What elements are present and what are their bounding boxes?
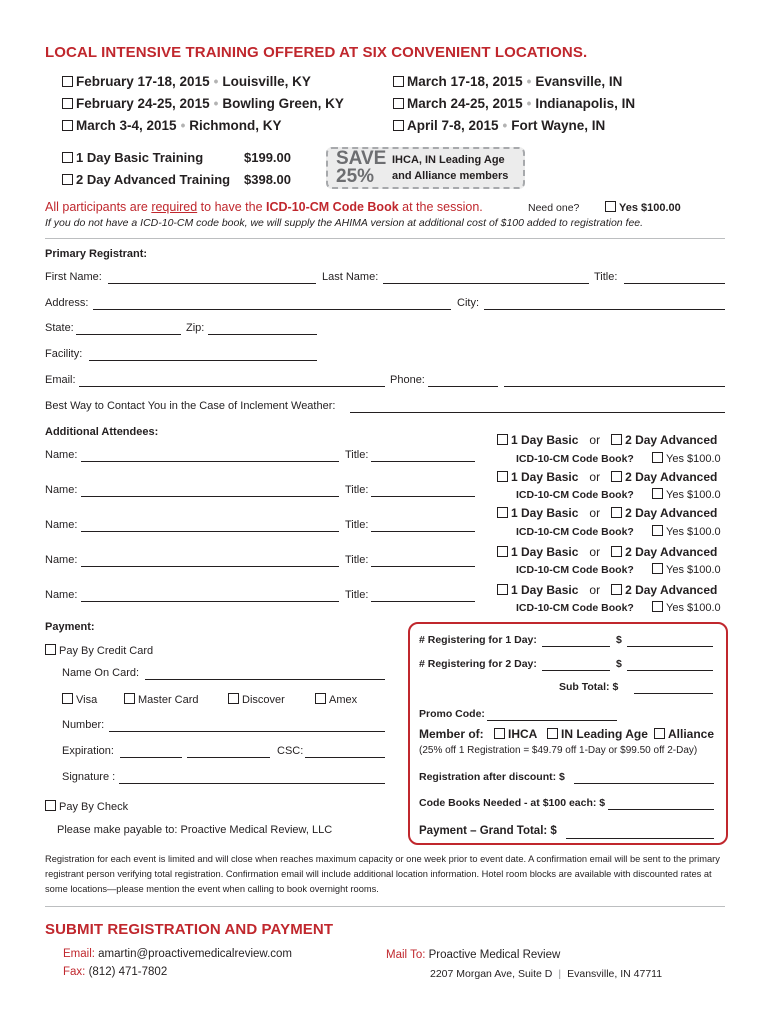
member-alliance-option[interactable]: Alliance — [654, 727, 714, 741]
attendee-name-field[interactable] — [81, 461, 339, 462]
location-date: February 17-18, 2015 — [76, 74, 210, 89]
attendee-title-label: Title: — [345, 519, 369, 531]
primary-heading: Primary Registrant: — [45, 248, 148, 260]
attendee-book-yes[interactable]: Yes $100.0 — [652, 601, 721, 614]
name-on-card-field[interactable] — [145, 679, 385, 680]
checkbox-icon[interactable] — [315, 693, 326, 704]
bullet-dot: • — [526, 74, 532, 89]
facility-field[interactable] — [89, 360, 317, 361]
attendee-title-label: Title: — [345, 589, 369, 601]
zip-field[interactable] — [208, 334, 317, 335]
attendee-name-label: Name: — [45, 554, 78, 566]
course-option-advanced[interactable] — [62, 172, 230, 187]
attendee-name-field[interactable] — [81, 566, 339, 567]
address-label: Address: — [45, 297, 89, 309]
attendee-course-choice[interactable]: 1 Day Basic or 2 Day Advanced — [497, 583, 717, 597]
attendee-book-yes[interactable]: Yes $100.0 — [652, 452, 721, 465]
course-price: $398.00 — [244, 172, 291, 187]
bullet-dot: • — [526, 96, 532, 111]
course-option-basic[interactable] — [62, 150, 203, 165]
bullet-dot: • — [180, 118, 186, 133]
divider — [45, 238, 725, 239]
attendee-name-label: Name: — [45, 449, 78, 461]
attendee-title-field[interactable] — [371, 531, 475, 532]
last-name-label: Last Name: — [322, 271, 379, 283]
card-amex-option[interactable]: Amex — [315, 693, 357, 706]
save-word: SAVE — [336, 148, 387, 169]
subtotal-label: Sub Total: $ — [559, 681, 619, 693]
attendee-title-label: Title: — [345, 449, 369, 461]
name-on-card-label: Name On Card: — [62, 667, 140, 679]
pay-credit-option[interactable]: Pay By Credit Card — [45, 644, 153, 657]
attendee-title-field[interactable] — [371, 601, 475, 602]
attendee-title-label: Title: — [345, 484, 369, 496]
checkbox-icon[interactable] — [652, 563, 663, 574]
card-visa-option[interactable]: Visa — [62, 693, 97, 706]
checkbox-icon[interactable] — [124, 693, 135, 704]
checkbox-icon[interactable] — [45, 644, 56, 655]
checkbox-icon[interactable] — [611, 471, 622, 482]
reg-1day-amount-field[interactable] — [627, 646, 713, 647]
facility-label: Facility: — [45, 348, 83, 360]
bullet-dot: • — [213, 96, 219, 111]
location-option[interactable] — [393, 96, 635, 111]
checkbox-icon[interactable] — [497, 584, 508, 595]
submit-heading: SUBMIT REGISTRATION AND PAYMENT — [45, 921, 334, 938]
course-name: 1 Day Basic Training — [76, 150, 204, 165]
checkbox-icon[interactable] — [497, 434, 508, 445]
location-city: Fort Wayne, IN — [511, 118, 606, 133]
checkbox-icon[interactable] — [62, 76, 73, 87]
payment-heading: Payment: — [45, 621, 95, 633]
checkbox-icon[interactable] — [497, 471, 508, 482]
member-label: Member of: — [419, 727, 484, 741]
title-field[interactable] — [624, 283, 725, 284]
save-line1: IHCA, IN Leading Age — [392, 154, 505, 166]
attendee-title-field[interactable] — [371, 566, 475, 567]
mail-address: 2207 Morgan Ave, Suite D | Evansville, IN 47711 — [430, 968, 663, 980]
location-date: March 24-25, 2015 — [407, 96, 523, 111]
save-line2: and Alliance members — [392, 170, 509, 182]
email-field[interactable] — [79, 386, 385, 387]
attendee-book-yes[interactable]: Yes $100.0 — [652, 525, 721, 538]
attendees-heading: Additional Attendees: — [45, 426, 159, 438]
promo-field[interactable] — [487, 720, 617, 721]
codebook-note: If you do not have a ICD-10-CM code book, we will supply the AHIMA version at additional cost of $100 added to registration fee. — [45, 217, 644, 229]
attendee-name-label: Name: — [45, 589, 78, 601]
attendee-course-choice[interactable]: 1 Day Basic or 2 Day Advanced — [497, 433, 717, 447]
attendee-book-yes[interactable]: Yes $100.0 — [652, 488, 721, 501]
reg-1day-dollar: $ — [616, 634, 622, 646]
course-name: 2 Day Advanced Training — [76, 172, 231, 187]
codebook-requirement: All participants are required to have the ICD-10-CM Code Book at the session. — [45, 200, 483, 214]
location-date: March 3-4, 2015 — [76, 118, 177, 133]
checkbox-icon[interactable] — [228, 693, 239, 704]
attendee-title-label: Title: — [345, 554, 369, 566]
location-city: Indianapolis, IN — [535, 96, 636, 111]
attendee-title-field[interactable] — [371, 461, 475, 462]
attendee-title-field[interactable] — [371, 496, 475, 497]
checkbox-icon[interactable] — [611, 507, 622, 518]
checkbox-icon[interactable] — [605, 201, 616, 212]
email-label: Email: — [45, 374, 76, 386]
grand-total-field[interactable] — [566, 838, 714, 839]
pay-check-option[interactable]: Pay By Check — [45, 800, 128, 813]
location-date: April 7-8, 2015 — [407, 118, 499, 133]
attendee-course-choice[interactable]: 1 Day Basic or 2 Day Advanced — [497, 470, 717, 484]
title-label: Title: — [594, 271, 618, 283]
checkbox-icon[interactable] — [497, 507, 508, 518]
checkbox-icon[interactable] — [393, 98, 404, 109]
card-mastercard-option[interactable]: Master Card — [124, 693, 199, 706]
state-field[interactable] — [76, 334, 181, 335]
checkbox-icon[interactable] — [62, 98, 73, 109]
expiration-year-field[interactable] — [187, 757, 270, 758]
location-option[interactable] — [62, 74, 311, 89]
promo-label: Promo Code: — [419, 708, 485, 720]
card-number-field[interactable] — [109, 731, 385, 732]
attendee-book-label: ICD-10-CM Code Book? — [516, 564, 634, 576]
location-city: Richmond, KY — [189, 118, 282, 133]
attendee-name-label: Name: — [45, 519, 78, 531]
attendee-name-field[interactable] — [81, 531, 339, 532]
attendee-book-yes[interactable]: Yes $100.0 — [652, 563, 721, 576]
reg-2day-field[interactable] — [542, 670, 610, 671]
attendee-course-choice[interactable]: 1 Day Basic or 2 Day Advanced — [497, 545, 717, 559]
checkbox-icon[interactable] — [62, 120, 73, 131]
submit-fax: Fax: (812) 471-7802 — [63, 966, 168, 978]
checkbox-icon[interactable] — [393, 120, 404, 131]
zip-label: Zip: — [186, 322, 205, 334]
checkbox-icon[interactable] — [62, 174, 73, 185]
code-books-label: Code Books Needed - at $100 each: $ — [419, 797, 606, 809]
first-name-field[interactable] — [108, 283, 316, 284]
checkbox-icon[interactable] — [611, 584, 622, 595]
checkbox-icon[interactable] — [494, 728, 505, 739]
checkbox-icon[interactable] — [652, 601, 663, 612]
checkbox-icon[interactable] — [611, 546, 622, 557]
checkbox-icon[interactable] — [611, 434, 622, 445]
reg-2day-dollar: $ — [616, 658, 622, 670]
after-discount-field[interactable] — [574, 783, 714, 784]
location-city: Bowling Green, KY — [222, 96, 344, 111]
reg-2day-label: # Registering for 2 Day: — [419, 658, 537, 670]
state-label: State: — [45, 322, 74, 334]
reg-1day-label: # Registering for 1 Day: — [419, 634, 537, 646]
discount-note: (25% off 1 Registration = $49.79 off 1-Day or $99.50 off 2-Day) — [419, 745, 698, 756]
csc-label: CSC: — [277, 745, 304, 757]
reg-2day-amount-field[interactable] — [627, 670, 713, 671]
phone-label: Phone: — [390, 374, 425, 386]
first-name-label: First Name: — [45, 271, 102, 283]
location-option[interactable] — [393, 74, 622, 89]
csc-field[interactable] — [305, 757, 385, 758]
subtotal-field[interactable] — [634, 693, 713, 694]
checkbox-icon[interactable] — [652, 525, 663, 536]
member-ihca-option[interactable]: IHCA — [494, 727, 537, 741]
bullet-dot: • — [502, 118, 508, 133]
location-city: Louisville, KY — [222, 74, 311, 89]
attendee-book-label: ICD-10-CM Code Book? — [516, 453, 634, 465]
card-number-label: Number: — [62, 719, 105, 731]
registration-footnote: Registration for each event is limited and will close when reaches maximum capacity or one week prior to event date. A confirmation email will be sent to the primary registrant person verifying total registration. Confirmation email will include additional location information. Hotel room blocks are available with discounted rates at some locations—please mention the event when calling to book overnight rooms. — [45, 854, 720, 894]
contact-field[interactable] — [350, 412, 725, 413]
expiration-month-field[interactable] — [120, 757, 182, 758]
attendee-book-label: ICD-10-CM Code Book? — [516, 602, 634, 614]
after-discount-label: Registration after discount: $ — [419, 771, 565, 783]
attendee-name-field[interactable] — [81, 601, 339, 602]
submit-email: Email: amartin@proactivemedicalreview.com — [63, 948, 292, 960]
checkbox-icon[interactable] — [652, 452, 663, 463]
codebook-yes-option[interactable]: Yes $100.00 — [605, 201, 681, 214]
save-percent: 25% — [336, 166, 375, 187]
checkbox-icon[interactable] — [45, 800, 56, 811]
location-option[interactable] — [62, 118, 282, 133]
city-field[interactable] — [484, 309, 725, 310]
signature-label: Signature : — [62, 771, 116, 783]
address-field[interactable] — [93, 309, 451, 310]
attendee-book-label: ICD-10-CM Code Book? — [516, 526, 634, 538]
checkbox-icon[interactable] — [652, 488, 663, 499]
need-one-label: Need one? — [528, 202, 580, 214]
code-books-field[interactable] — [608, 809, 714, 810]
bullet-dot: • — [213, 74, 219, 89]
checkbox-icon[interactable] — [654, 728, 665, 739]
location-option[interactable] — [393, 118, 605, 133]
checkbox-icon[interactable] — [393, 76, 404, 87]
separator-bar: | — [558, 968, 562, 980]
page-title: LOCAL INTENSIVE TRAINING OFFERED AT SIX CONVENIENT LOCATIONS. — [45, 44, 588, 61]
phone-number-field[interactable] — [504, 386, 725, 387]
card-discover-option[interactable]: Discover — [228, 693, 285, 706]
attendee-course-choice[interactable]: 1 Day Basic or 2 Day Advanced — [497, 506, 717, 520]
phone-area-field[interactable] — [428, 386, 498, 387]
email-link[interactable]: amartin@proactivemedicalreview.com — [98, 948, 292, 960]
checkbox-icon[interactable] — [547, 728, 558, 739]
checkbox-icon[interactable] — [497, 546, 508, 557]
attendee-name-field[interactable] — [81, 496, 339, 497]
location-date: March 17-18, 2015 — [407, 74, 523, 89]
last-name-field[interactable] — [383, 283, 589, 284]
city-label: City: — [457, 297, 479, 309]
payable-note: Please make payable to: Proactive Medical Review, LLC — [57, 824, 333, 836]
attendee-book-label: ICD-10-CM Code Book? — [516, 489, 634, 501]
contact-label: Best Way to Contact You in the Case of Inclement Weather: — [45, 400, 336, 412]
divider — [45, 906, 725, 907]
attendee-name-label: Name: — [45, 484, 78, 496]
mail-to: Mail To: Proactive Medical Review — [386, 949, 561, 961]
checkbox-icon[interactable] — [62, 152, 73, 163]
grand-total-label: Payment – Grand Total: $ — [419, 825, 557, 837]
location-city: Evansville, IN — [535, 74, 623, 89]
location-option[interactable] — [62, 96, 344, 111]
location-date: February 24-25, 2015 — [76, 96, 210, 111]
course-price: $199.00 — [244, 150, 291, 165]
signature-field[interactable] — [119, 783, 385, 784]
member-leadingage-option[interactable]: IN Leading Age — [547, 727, 648, 741]
expiration-label: Expiration: — [62, 745, 114, 757]
checkbox-icon[interactable] — [62, 693, 73, 704]
reg-1day-field[interactable] — [542, 646, 610, 647]
